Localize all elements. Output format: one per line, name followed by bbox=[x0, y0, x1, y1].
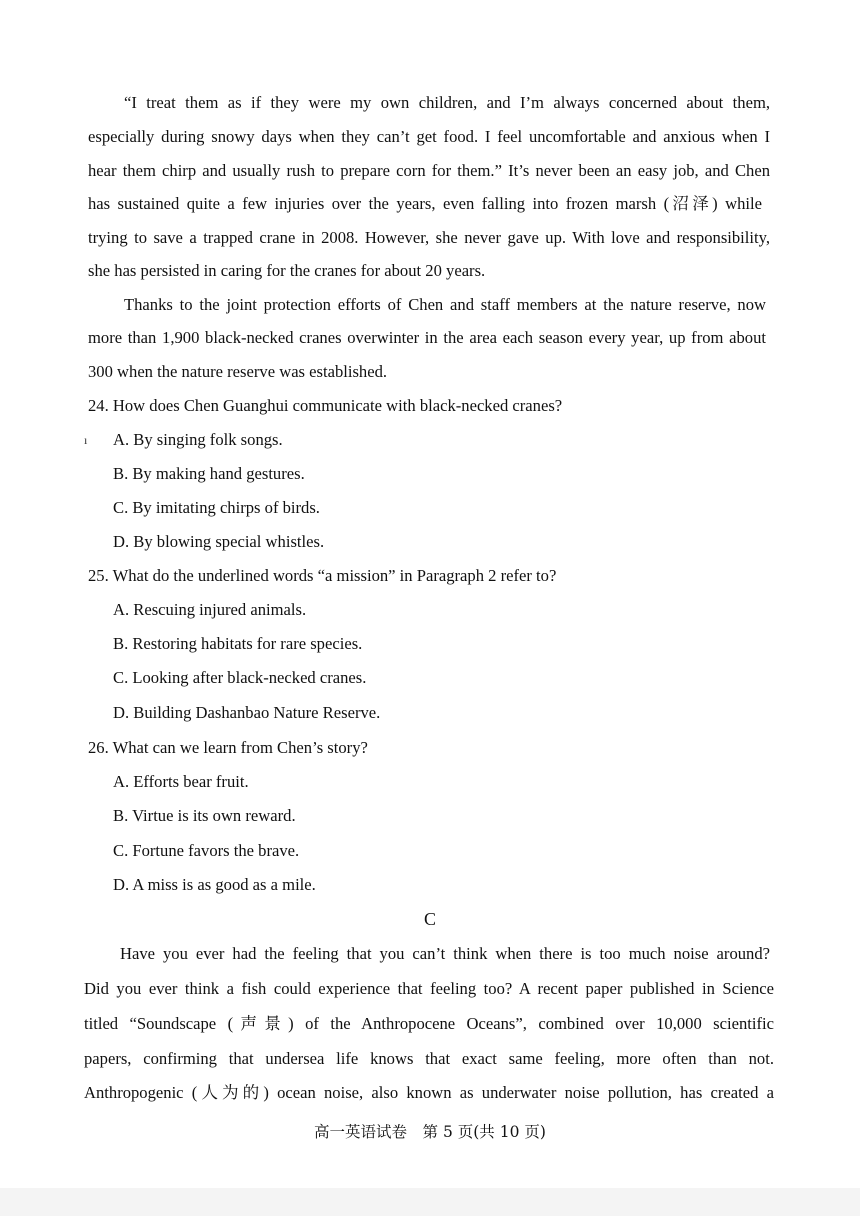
scan-bottom-edge bbox=[0, 1188, 860, 1216]
paragraph-1-line-1: “I treat them as if they were my own children, and I’m always concerned about them, bbox=[124, 93, 770, 112]
question-option: B. By making hand gestures. bbox=[113, 464, 305, 483]
paragraph-1-line-3: hear them chirp and usually rush to prepare corn for them.” It’s never been an easy job, and Chen bbox=[88, 161, 770, 180]
question-option: A. Efforts bear fruit. bbox=[113, 772, 249, 791]
question-option: D. By blowing special whistles. bbox=[113, 532, 325, 551]
paragraph-2-line-3: 300 when the nature reserve was established. bbox=[88, 362, 388, 381]
margin-mark: ı bbox=[84, 433, 88, 447]
section-c-line-5: Anthropogenic (人为的) ocean noise, also known as underwater noise pollution, has created a bbox=[84, 1083, 774, 1102]
question-option: C. By imitating chirps of birds. bbox=[113, 498, 320, 517]
section-c-line-3: titled “Soundscape (声景) of the Anthropocene Oceans”, combined over 10,000 scientific bbox=[84, 1014, 774, 1033]
paragraph-1-line-4: has sustained quite a few injuries over the years, even falling into frozen marsh (沼泽) while bbox=[88, 194, 762, 213]
question-stem: 26. What can we learn from Chen’s story? bbox=[88, 738, 368, 757]
section-heading: C bbox=[423, 909, 436, 929]
question-option: C. Looking after black-necked cranes. bbox=[113, 668, 367, 687]
question-option: A. Rescuing injured animals. bbox=[113, 600, 307, 619]
paragraph-2-line-2: more than 1,900 black-necked cranes overwinter in the area each season every year, up from about bbox=[88, 328, 766, 347]
question-option: A. By singing folk songs. bbox=[113, 430, 283, 449]
question-option: C. Fortune favors the brave. bbox=[113, 841, 300, 860]
section-c-line-1: Have you ever had the feeling that you can’t think when there is too much noise around? bbox=[120, 944, 770, 963]
paragraph-2-line-1: Thanks to the joint protection efforts of Chen and staff members at the nature reserve, now bbox=[124, 295, 766, 314]
paragraph-1-line-6: she has persisted in caring for the cranes for about 20 years. bbox=[88, 261, 486, 280]
paragraph-1-line-2: especially during snowy days when they can’t get food. I feel uncomfortable and anxious when I bbox=[88, 127, 770, 146]
question-option: D. Building Dashanbao Nature Reserve. bbox=[113, 703, 381, 722]
question-stem: 24. How does Chen Guanghui communicate with black-necked cranes? bbox=[88, 396, 563, 415]
section-c-line-2: Did you ever think a fish could experience that feeling too? A recent paper published in Science bbox=[84, 979, 774, 998]
question-option: D. A miss is as good as a mile. bbox=[113, 875, 316, 894]
question-option: B. Virtue is its own reward. bbox=[113, 806, 296, 825]
question-option: B. Restoring habitats for rare species. bbox=[113, 634, 363, 653]
page-footer: 高一英语试卷 第 5 页(共 10 页) bbox=[314, 1123, 546, 1141]
section-c-line-4: papers, confirming that undersea life knows that exact same feeling, more often than not. bbox=[84, 1049, 774, 1068]
paragraph-1-line-5: trying to save a trapped crane in 2008. However, she never gave up. With love and responsibility, bbox=[88, 228, 770, 247]
question-stem: 25. What do the underlined words “a mission” in Paragraph 2 refer to? bbox=[88, 566, 557, 585]
